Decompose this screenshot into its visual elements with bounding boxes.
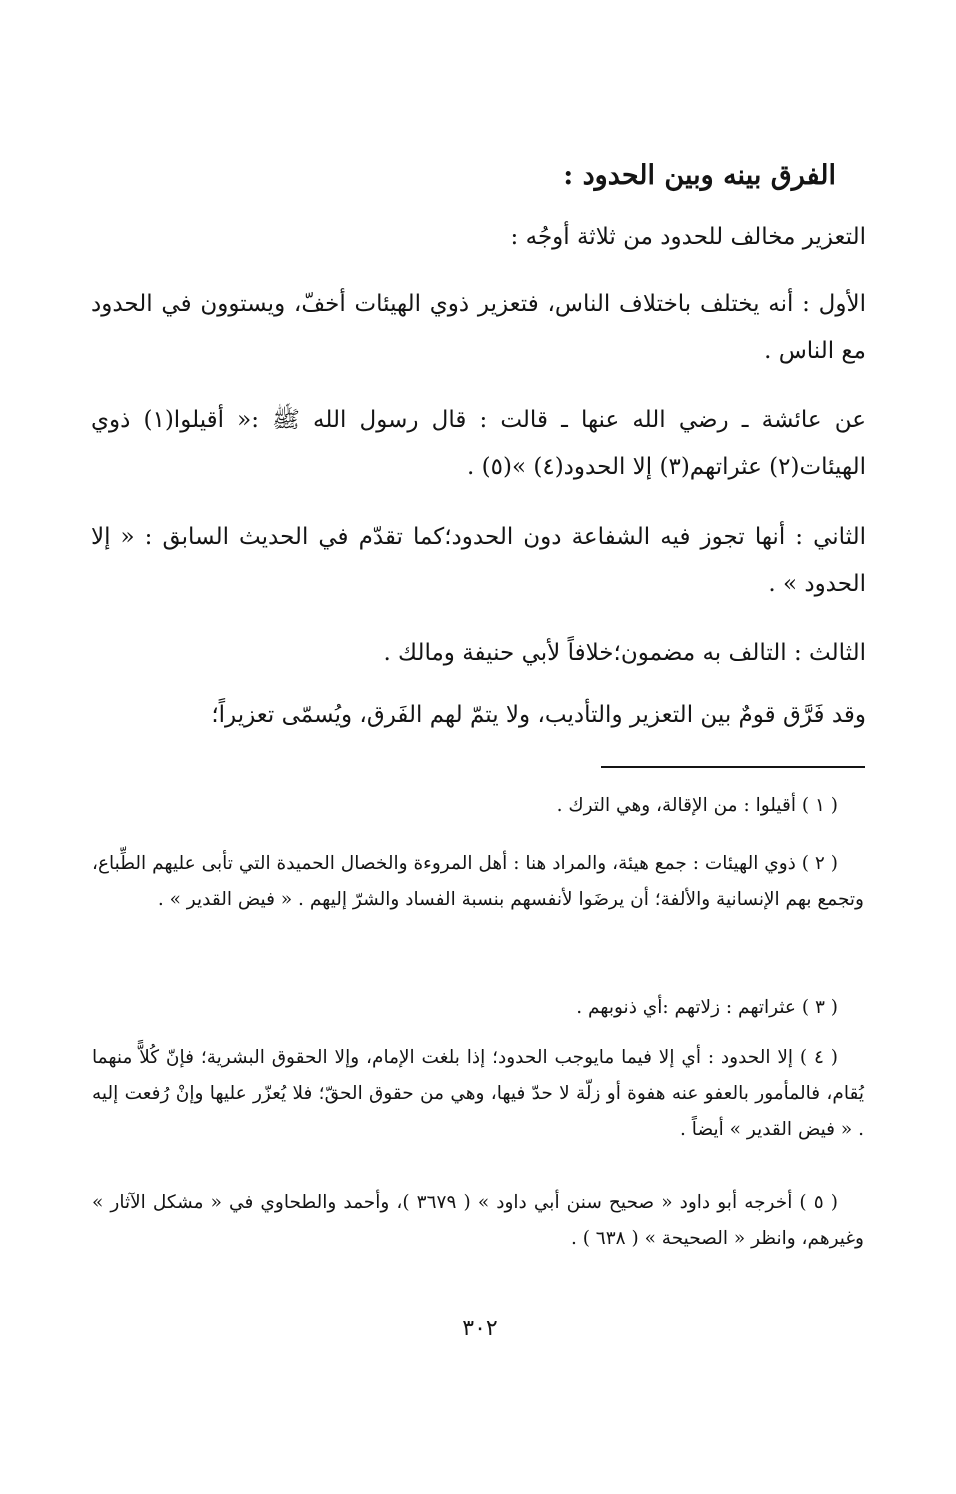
body-paragraph-5: الثالث : التالف به مضمون؛خلافاً لأبي حنيفة ومالك . — [383, 640, 866, 666]
body-paragraph-4: الثاني : أنها تجوز فيه الشفاعة دون الحدود؛كما تقدّم في الحديث السابق : « إلا الحدود » . — [91, 524, 866, 597]
section-heading: الفرق بينه وبين الحدود : — [563, 160, 836, 191]
footnote-1: ( ١ ) أقيلوا : من الإقالة، وهي الترك . — [556, 795, 838, 816]
footnote-4: ( ٤ ) إلا الحدود : أي إلا فيما مايوجب الحدود؛ إذا بلغت الإمام، وإلا الحقوق البشرية؛ فإنّ كُلاًّ منهما يُقام، فالمأمور بالعفو عنه هفوة أو زلّة لا حدّ فيها، وهي من حقوق الحقّ؛ فلا يُعزّر عليها وإنْ رُفعت إليه . « فيض القدير » أيضاً . — [92, 1047, 864, 1140]
page-number: ٣٠٢ — [462, 1316, 498, 1341]
footnote-divider — [601, 766, 865, 768]
body-paragraph-1: التعزير مخالف للحدود من ثلاثة أوجُه : — [510, 224, 866, 250]
body-paragraph-6: وقد فَرَّق قومٌ بين التعزير والتأديب، ولا يتمّ لهم الفَرق، ويُسمّى تعزيراً؛ — [211, 702, 866, 728]
footnote-2: ( ٢ ) ذوي الهيئات : جمع هيئة، والمراد هنا : أهل المروءة والخصال الحميدة التي تأبى عليهم الطِّباع، وتجمع بهم الإنسانية والألفة؛ أن يرضَوا لأنفسهم بنسبة الفساد والشرّ إليهم . « فيض القدير » . — [92, 853, 864, 910]
body-paragraph-2: الأول : أنه يختلف باختلاف الناس، فتعزير ذوي الهيئات أخفّ، ويستوون في الحدود مع الناس . — [91, 291, 866, 364]
footnote-5: ( ٥ ) أخرجه أبو داود « صحيح سنن أبي داود » ( ٣٦٧٩ )، وأحمد والطحاوي في « مشكل الآثار » وغيرهم، وانظر « الصحيحة » ( ٦٣٨ ) . — [92, 1192, 864, 1249]
footnote-3: ( ٣ ) عثراتهم : زلاتهم :أي ذنوبهم . — [576, 997, 838, 1018]
hadith-paragraph: عن عائشة ـ رضي الله عنها ـ قالت : قال رسول الله ﷺ :« أقيلوا(١) ذوي الهيئات(٢) عثراتهم(٣) إلا الحدود(٤) »(٥) . — [91, 407, 866, 480]
